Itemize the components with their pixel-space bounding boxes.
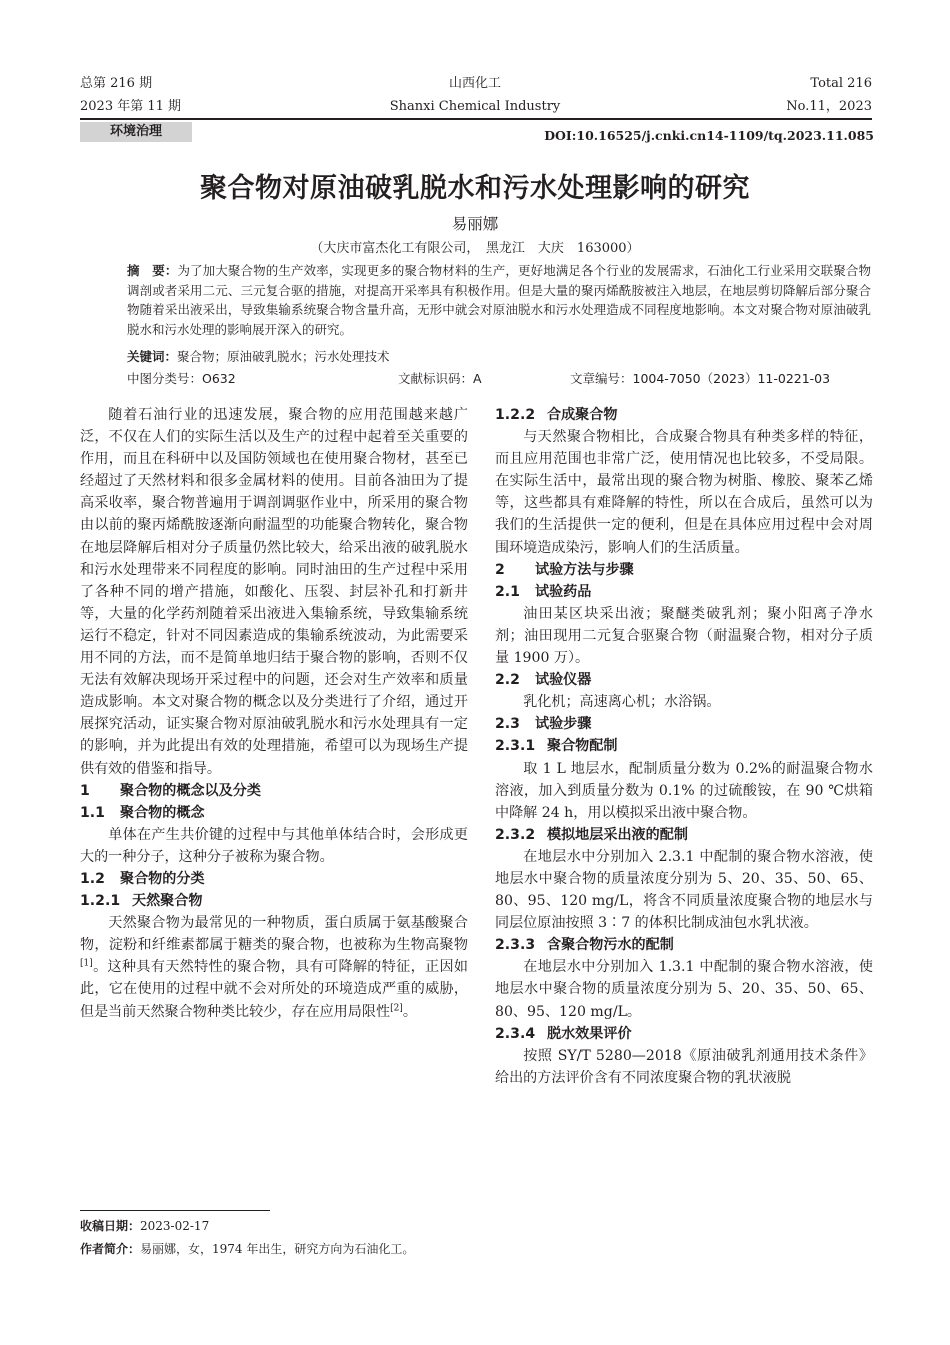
article-number: 文章编号：1004-7050（2023）11-0221-03: [570, 371, 831, 386]
section-number: 1.1: [80, 804, 105, 821]
author-bio-label: 作者简介：: [80, 1242, 141, 1256]
section-title: 合成聚合物: [547, 407, 618, 423]
section-2-1-heading: [495, 581, 873, 603]
clc-number: 中图分类号：O632: [127, 371, 236, 386]
section-title: 聚合物的概念以及分类: [120, 782, 261, 799]
intro-paragraph: 随着石油行业的迅速发展，聚合物的应用范围越来越广泛，不仅在人们的实际生活以及生产的过程中起着至关重要的作用，而且在科研中以及国防领域也在使用聚合物材，甚至已经超过了天然材料和很多金属材料的使用。目前各油田为了提高采收率，聚合物普遍用于调剖调驱作业中，所采用的聚合物由以前的聚丙烯酰胺逐渐向耐温型的功能聚合物转化，聚合物在地层降解后相对分子质量仍然比较大，给采出液的破乳脱水和污水处理带来不同程度的影响。同时油田的生产过程中采用了各种不同的增产措施，如酸化、压裂、封层补孔和打新井等，大量的化学药剂随着采出液进入集输系统，导致集输系统运行不稳定，针对不同因素造成的集输系统波动，为此需要采用不同的方法，而不是简单地归结于聚合物的影响，否则不仅无法有效解决现场开采过程中的问题，还会对生产效率和质量造成影响。本文对聚合物的概念以及分类进行了介绍，通过开展探究活动，证实聚合物对原油破乳脱水和污水处理具有一定的影响，并为此提出有效的处理措施，希望可以为现场生产提供有效的借鉴和指导。: [80, 407, 468, 777]
abstract-label: 摘 要：: [127, 263, 178, 278]
abstract: [127, 261, 871, 339]
section-2-3-2-text: 在地层水中分别加入 2.3.1 中配制的聚合物水溶液，使地层水中聚合物的质量浓度分别为 5、20、35、50、65、80、95、120 mg/L，将含不同质量浓度聚合物的地层水与同层位原油按照 3∶7 的体积比制成油包水乳状液。: [495, 848, 873, 932]
keywords: [127, 347, 390, 366]
section-1-2-heading: [80, 868, 468, 890]
section-1-1-heading: [80, 802, 468, 824]
section-title: 试验方法与步骤: [535, 561, 634, 578]
author-name: 易丽娜: [451, 215, 499, 233]
received-value: 2023-02-17: [140, 1219, 210, 1233]
section-2-3-4-text: 按照 SY/T 5280—2018《原油破乳剂通用技术条件》给出的方法评价含有不同浓度聚合物的乳状液脱: [495, 1047, 873, 1086]
document-code: 文献标识码：A: [398, 371, 482, 386]
author-bio-text: 易丽娜，女，1974 年出生，研究方向为石油化工。: [140, 1242, 415, 1256]
keywords-text: 聚合物；原油破乳脱水；污水处理技术: [177, 349, 390, 364]
section-2-2-text: 乳化机；高速离心机；水浴锅。: [523, 694, 721, 711]
section-number: 2.3.3: [495, 937, 536, 954]
received-label: 收稿日期：: [80, 1219, 141, 1233]
section-2-3-1-heading: [495, 735, 873, 757]
section-2-heading: [495, 559, 873, 581]
section-title: 模拟地层采出液的配制: [547, 826, 688, 843]
section-number: 1.2.2: [495, 407, 536, 423]
author-bio: [80, 1240, 414, 1257]
footnote-rule: [80, 1210, 270, 1211]
section-title: 试验步骤: [535, 716, 592, 733]
section-1-heading: [80, 780, 468, 802]
header-rule: [80, 118, 872, 120]
received-date: [80, 1217, 209, 1234]
section-number: 2.3.4: [495, 1025, 536, 1042]
right-column: [495, 404, 873, 1089]
journal-name-cn: 山西化工: [448, 76, 501, 91]
section-number: 2.3: [495, 716, 520, 733]
section-title: 天然聚合物: [132, 893, 203, 910]
paper-title: 聚合物对原油破乳脱水和污水处理影响的研究: [200, 173, 750, 204]
section-2-1-text: 油田某区块采出液；聚醚类破乳剂；聚小阳离子净水剂；油田现用二元复合驱聚合物（耐温聚合物，相对分子质量 1900 万）。: [495, 605, 873, 667]
section-title: 含聚合物污水的配制: [547, 937, 674, 954]
text-run: 。这种具有天然特性的聚合物，具有可降解的特征，正因如此，它在使用的过程中就不会对所处的环境造成严重的威胁，但是当前天然聚合物种类比较少，存在应用局限性: [80, 959, 468, 1020]
section-tag: 环境治理: [80, 122, 192, 142]
section-number: 1.2: [80, 870, 105, 887]
section-1-2-2-heading: [495, 404, 873, 426]
journal-name-en: Shanxi Chemical Industry: [389, 99, 561, 114]
section-title: 聚合物配制: [547, 738, 618, 755]
section-number: 1.2.1: [80, 893, 121, 910]
section-1-2-1-text: [80, 912, 468, 1022]
section-number: 2.2: [495, 672, 520, 689]
issue-number-en: No.11，2023: [786, 99, 872, 114]
section-number: 2: [495, 561, 505, 578]
section-2-3-heading: [495, 713, 873, 735]
section-2-3-2-heading: [495, 824, 873, 846]
abstract-text: 为了加大聚合物的生产效率，实现更多的聚合物材料的生产，更好地满足各个行业的发展需求，石油化工行业采用交联聚合物调剖或者采用二元、三元复合驱的措施，对提高开采率具有积极作用。但是大量的聚丙烯酰胺被注入地层，在地层剪切降解后部分聚合物随着采出液采出，导致集输系统聚合物含量升高，无形中就会对原油脱水和污水处理造成不同程度地影响。本文对聚合物对原油破乳脱水和污水处理的影响展开深入的研究。: [127, 263, 871, 337]
section-2-3-4-heading: [495, 1023, 873, 1045]
section-title: 脱水效果评价: [547, 1025, 632, 1042]
section-title: 试验仪器: [535, 672, 592, 689]
section-number: 2.3.2: [495, 826, 536, 843]
section-title: 试验药品: [535, 583, 592, 600]
section-1-2-1-heading: [80, 890, 468, 912]
section-number: 2.3.1: [495, 738, 536, 755]
issue-number: 2023 年第 11 期: [80, 99, 182, 114]
keywords-label: 关键词：: [127, 349, 178, 364]
section-2-3-1-text: 取 1 L 地层水，配制质量分数为 0.2%的耐温聚合物水溶液，加入到质量分数为 0.1% 的过硫酸铵，在 90 ℃烘箱中降解 24 h，用以模拟采出液中聚合物。: [495, 760, 873, 821]
section-2-3-3-text: 在地层水中分别加入 1.3.1 中配制的聚合物水溶液，使地层水中聚合物的质量浓度分别为 5、20、35、50、65、80、95、120 mg/L。: [495, 959, 873, 1020]
section-number: 2.1: [495, 583, 520, 600]
section-1-2-2-text: 与天然聚合物相比，合成聚合物具有种类多样的特征，而且应用范围也非常广泛，使用情况也比较多，不受局限。在实际生活中，最常出现的聚合物为树脂、橡胶、聚苯乙烯等，这些都具有难降解的特性，所以在合成后，虽然可以为我们的生活提供一定的便利，但是在具体应用过程中会对周围环境造成染污，影响人们的生活质量。: [495, 429, 873, 556]
total-issue-en: Total 216: [810, 76, 872, 91]
citation-1: [1]: [80, 958, 93, 969]
section-title: 聚合物的分类: [120, 870, 205, 887]
section-number: 1: [80, 782, 90, 799]
section-1-1-text: 单体在产生共价键的过程中与其他单体结合时，会形成更大的一种分子，这种分子被称为聚合物。: [80, 826, 468, 865]
text-run: 。: [402, 1003, 417, 1020]
doi: DOI:10.16525/j.cnki.cn14-1109/tq.2023.11.085: [544, 128, 874, 143]
section-title: 聚合物的概念: [120, 804, 205, 821]
section-2-2-heading: [495, 669, 873, 691]
left-column: [80, 404, 468, 1023]
affiliation: （大庆市富杰化工有限公司， 黑龙江 大庆 163000）: [310, 241, 640, 256]
text-run: 天然聚合物为最常见的一种物质，蛋白质属于氨基酸聚合物，淀粉和纤维素都属于糖类的聚合物，也被称为生物高聚物: [80, 915, 468, 954]
section-2-3-3-heading: [495, 934, 873, 956]
citation-2: [2]: [390, 1002, 403, 1013]
issue-total: 总第 216 期: [80, 76, 153, 91]
